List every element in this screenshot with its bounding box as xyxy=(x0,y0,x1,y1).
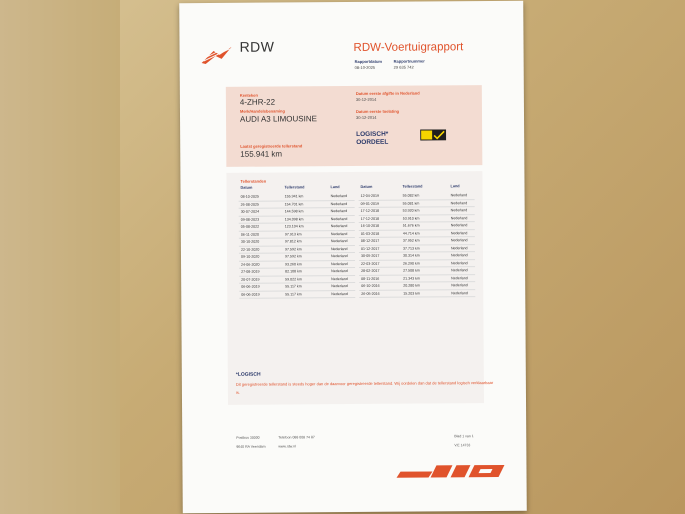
right-row-country: Nederland xyxy=(450,253,468,258)
brand-value: AUDI A3 LIMOUSINE xyxy=(240,114,317,124)
right-row-date: 30-05-2017 xyxy=(360,253,380,258)
left-row-date: 30-07-2024 xyxy=(240,209,260,214)
footer-page: Blad 1 van 1 xyxy=(454,434,474,439)
first-registration-label: Datum eerste toelating xyxy=(355,108,400,114)
right-header-country: Land xyxy=(450,184,460,189)
left-row-date: 06-11-2020 xyxy=(240,232,259,237)
brand-name: RDW xyxy=(239,38,275,55)
reading-value: 155.941 km xyxy=(240,149,283,159)
left-row-country: Nederland xyxy=(330,194,348,199)
reading-label: Laatst geregistreerde tellerstand xyxy=(240,143,303,149)
report-date-label: Rapportdatum xyxy=(354,58,382,64)
right-row-country: Nederland xyxy=(450,215,468,220)
left-row-date: 30-10-2020 xyxy=(240,239,260,244)
left-row-reading: 154.701 km xyxy=(284,201,304,206)
left-row-country: Nederland xyxy=(331,261,348,266)
left-row-reading: 97.812 km xyxy=(284,239,302,244)
left-row-reading: 82.108 km xyxy=(285,269,302,274)
left-row-date: 09-10-2020 xyxy=(240,254,260,259)
left-row-reading: 134.098 km xyxy=(284,216,304,221)
footer-address-2: 9640 RA Veendam xyxy=(236,444,266,449)
left-row-country: Nederland xyxy=(331,269,348,274)
right-row-country: Nederland xyxy=(450,223,468,228)
left-row-reading: 97.592 km xyxy=(284,254,302,259)
right-row-reading: 26.290 km xyxy=(403,261,420,266)
right-row-date: 17-12-2018 xyxy=(360,216,380,221)
left-row-country: Nederland xyxy=(330,231,348,236)
report-page xyxy=(179,1,527,513)
report-number-value: 29 635 742 xyxy=(393,64,414,70)
right-row-reading: 55.081 km xyxy=(402,201,420,206)
left-row-date: 06-06-2019 xyxy=(241,284,260,289)
right-row-country: Nederland xyxy=(450,238,468,243)
left-row-country: Nederland xyxy=(330,216,348,221)
kenteken-label: Kenteken xyxy=(239,92,258,98)
first-admission-label: Datum eerste afgifte in Nederland xyxy=(355,90,420,96)
left-row-date: 27-08-2019 xyxy=(241,269,260,274)
left-header-reading: Tellerstand xyxy=(284,185,305,190)
rdw-stripes-graphic xyxy=(392,459,512,482)
right-row-country: Nederland xyxy=(451,268,468,273)
left-row-date: 22-10-2020 xyxy=(240,247,260,252)
right-row-date: 08-11-2016 xyxy=(361,276,380,281)
right-row-date: 06-10-2016 xyxy=(361,283,380,288)
left-row-date: 06-06-2019 xyxy=(241,292,260,297)
readings-title: Tellerstanden xyxy=(240,178,267,184)
right-row-country: Nederland xyxy=(450,245,468,250)
right-row-reading: 51.676 km xyxy=(402,223,420,228)
right-row-reading: 55.082 km xyxy=(402,193,420,198)
left-row-country: Nederland xyxy=(330,239,348,244)
verdict-line1: LOGISCH* xyxy=(356,130,389,138)
left-row-date: 20-07-2019 xyxy=(241,277,260,282)
legend-title: *LOGISCH xyxy=(235,371,261,378)
first-admission-value: 30-12-2014 xyxy=(355,96,377,102)
right-row-country: Nederland xyxy=(451,260,468,265)
footer-address-1: Postbus 30000 xyxy=(236,435,260,440)
report-number-label: Rapportnummer xyxy=(393,58,425,64)
right-row-date: 28-02-2017 xyxy=(361,268,380,273)
left-row-country: Nederland xyxy=(330,201,348,206)
left-row-date: 26-08-2025 xyxy=(240,202,260,207)
right-row-country: Nederland xyxy=(450,208,468,213)
footer-phone: Telefoon 088 008 74 87 xyxy=(278,435,315,440)
left-row-reading: 93.260 km xyxy=(285,261,302,266)
right-row-reading: 53.920 km xyxy=(402,208,420,213)
right-row-reading: 15.203 km xyxy=(403,291,421,296)
right-row-reading: 20.280 km xyxy=(403,283,420,288)
left-row-reading: 97.913 km xyxy=(284,231,302,236)
right-row-reading: 53.910 km xyxy=(402,216,420,221)
left-header-date: Datum xyxy=(240,185,253,190)
right-row-reading: 44.714 km xyxy=(402,231,420,236)
right-row-date: 22-03-2017 xyxy=(361,261,380,266)
right-row-reading: 37.713 km xyxy=(402,246,420,251)
right-row-country: Nederland xyxy=(450,230,468,235)
report-date-value: 08-10-2025 xyxy=(354,64,376,70)
left-row-reading: 97.592 km xyxy=(284,246,302,251)
left-row-reading: 55.117 km xyxy=(285,291,302,296)
first-registration-value: 30-12-2014 xyxy=(356,114,377,120)
right-header-reading: Tellerstand xyxy=(402,184,423,189)
kenteken-value: 4-ZHR-22 xyxy=(239,97,276,107)
left-row-date: 05-08-2022 xyxy=(240,224,260,229)
footer-version: V.E 14733 xyxy=(454,443,471,448)
left-row-date: 24-06-2020 xyxy=(241,262,260,267)
right-row-country: Nederland xyxy=(451,275,468,280)
left-row-reading: 155.941 km xyxy=(284,194,304,199)
left-row-country: Nederland xyxy=(330,209,348,214)
right-header-date: Datum xyxy=(360,184,373,189)
right-row-date: 12-04-2019 xyxy=(360,193,379,198)
right-row-reading: 37.952 km xyxy=(402,238,420,243)
right-row-date: 16-10-2018 xyxy=(360,223,380,228)
left-row-country: Nederland xyxy=(331,291,348,296)
left-row-reading: 55.117 km xyxy=(285,284,302,289)
verdict-line2: OORDEEL xyxy=(356,138,389,146)
right-row-reading: 27.508 km xyxy=(403,268,420,273)
right-row-date: 26-05-2016 xyxy=(361,291,380,296)
left-row-date: 08-10-2025 xyxy=(240,194,259,199)
right-row-date: 01-12-2017 xyxy=(360,246,380,251)
left-row-country: Nederland xyxy=(331,284,348,289)
right-row-date: 17-12-2018 xyxy=(360,208,380,213)
left-row-reading: 144.598 km xyxy=(284,209,304,214)
left-row-country: Nederland xyxy=(330,224,348,229)
legend-text: Dit geregistreerde tellerstand is steeds hoger dan de daarvoor geregistreerde tellerstand. Wij oordelen dan dat de tellerstand logisch verklaarbaar is. xyxy=(235,380,494,395)
right-row-country: Nederland xyxy=(450,193,468,198)
right-row-reading: 30.314 km xyxy=(402,253,420,258)
left-header-country: Land xyxy=(330,185,340,190)
left-row-country: Nederland xyxy=(330,246,348,251)
right-row-country: Nederland xyxy=(450,200,468,205)
left-row-reading: 123.104 km xyxy=(284,224,304,229)
right-row-date: 01-03-2018 xyxy=(360,231,380,236)
left-row-date: 09-08-2023 xyxy=(240,217,260,222)
left-row-reading: 59.022 km xyxy=(285,276,302,281)
rdw-logo-icon xyxy=(200,45,234,65)
right-row-date: 08-12-2017 xyxy=(360,238,380,243)
footer-website: www.rdw.nl xyxy=(278,444,296,449)
right-row-reading: 21.343 km xyxy=(403,276,420,281)
brand-label: Merk/Handelsbenaming xyxy=(239,108,285,114)
report-title: RDW-Voertuigrapport xyxy=(353,41,464,54)
right-row-date: 09-01-2019 xyxy=(360,201,380,206)
right-row-country: Nederland xyxy=(451,283,468,288)
nap-checkmark-badge-icon xyxy=(420,129,446,140)
left-row-country: Nederland xyxy=(331,276,348,281)
left-row-country: Nederland xyxy=(330,254,348,259)
right-row-country: Nederland xyxy=(451,290,468,295)
